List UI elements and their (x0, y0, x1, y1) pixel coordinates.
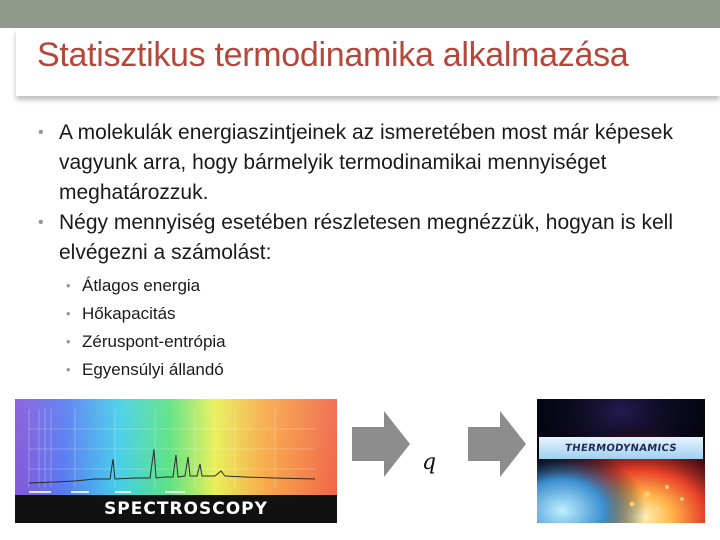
top-band (0, 0, 720, 28)
sub-bullet-text: Egyensúlyi állandó (82, 360, 224, 379)
sub-bullet-item (66, 356, 718, 384)
sub-bullet-item (66, 328, 718, 356)
bullet-text: Négy mennyiség esetében részletesen megnézzük, hogyan is kell elvégezni a számolást: (59, 211, 674, 264)
right-arrow-icon (468, 411, 528, 477)
thermodynamics-banner (539, 437, 703, 459)
bullet-marker-icon: • (38, 124, 44, 141)
spectroscopy-label: SPECTROSCOPY (15, 495, 337, 523)
bullet-marker-icon: • (66, 306, 71, 321)
sub-bullet-text: Átlagos energia (82, 276, 201, 295)
bullet-text: A molekulák energiaszintjeinek az ismeretében most már képesek vagyunk arra, hogy bármelyik termodinamikai mennyiséget meghatározzuk. (59, 121, 673, 204)
spectroscopy-image (15, 399, 337, 523)
sub-bullet-item (66, 300, 718, 328)
sub-bullet-item (66, 272, 718, 300)
thermodynamics-graphic (537, 399, 705, 523)
slide-title: Statisztikus termodinamika alkalmazása (37, 36, 629, 74)
bullet-marker-icon: • (66, 334, 71, 349)
thermodynamics-label: THERMODYNAMICS (564, 442, 678, 454)
sub-bullet-list (38, 272, 718, 384)
right-arrow-icon (352, 411, 412, 477)
sub-bullet-text: Hőkapacitás (82, 304, 176, 323)
q-symbol: q (422, 450, 437, 475)
bullet-list (38, 118, 718, 384)
bullet-marker-icon: • (38, 214, 44, 231)
bullet-marker-icon: • (66, 362, 71, 377)
bullet-item (38, 118, 718, 208)
sub-bullet-text: Zéruspont-entrópia (82, 332, 226, 351)
bullet-marker-icon: • (66, 278, 71, 293)
bullet-item (38, 208, 718, 268)
thermodynamics-image (537, 399, 705, 523)
